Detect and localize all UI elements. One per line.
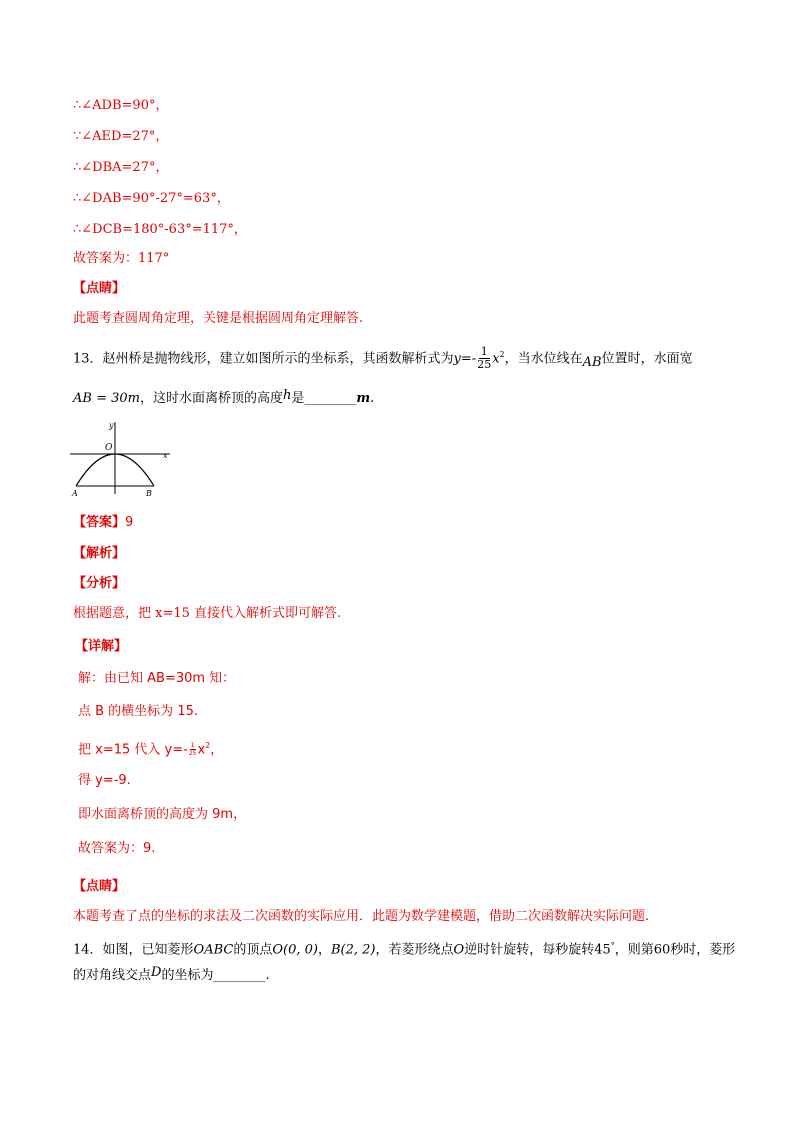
solution-line-1: ∴∠ADB=90°， — [73, 98, 169, 113]
origin-label: O — [105, 443, 113, 453]
x-axis-label: x — [163, 451, 168, 460]
q13-func-exp: 2 — [499, 350, 505, 359]
fenxi-text: 根据题意，把 x=15 直接代入解析式即可解答. — [73, 606, 342, 621]
solution-line-2: ∵∠AED=27°， — [73, 129, 169, 144]
xiangjie-line-subst — [78, 737, 223, 759]
q14-p4: 逆时针旋转，每秒旋转45 — [464, 942, 611, 958]
solution-line-6: 故答案为：117° — [73, 251, 170, 266]
q14-end: . — [265, 968, 270, 983]
q14-oabc: OABC — [193, 942, 234, 958]
q14-line-1 — [73, 937, 735, 959]
xiangjie-line-2: 点 B 的横坐标为 15. — [78, 704, 198, 719]
q13-line-2 — [73, 390, 374, 408]
q14-p3: ，若菱形绕点 — [375, 942, 454, 958]
q13-fraction — [477, 346, 491, 371]
q14-line2-a: 的对角线交点 — [73, 968, 152, 983]
q14-d: D — [151, 965, 162, 980]
solution-line-4: ∴∠DAB=90°-27°=63°， — [73, 191, 230, 206]
point-a-label: A — [72, 489, 78, 498]
parabola-figure — [66, 418, 176, 500]
q13-func-eq: =- — [460, 351, 477, 367]
solution-line-3: ∴∠DBA=27°， — [73, 160, 169, 175]
fenxi-tag: 【分析】 — [73, 576, 126, 591]
q14-deg: ° — [610, 941, 615, 950]
jiexi-tag: 【解析】 — [73, 546, 126, 561]
xiangjie-line-1: 解：由已知 AB=30m 知： — [78, 671, 236, 686]
q14-o: O — [453, 942, 465, 958]
subst-exp: 2 — [205, 741, 211, 750]
y-axis-label: y — [109, 421, 114, 430]
subst-den: 25 — [188, 750, 197, 758]
q13-ab-eq: AB = 30m — [73, 391, 140, 406]
subst-num: 1 — [190, 742, 195, 750]
answer-value: 9 — [125, 515, 134, 530]
q13-frac-num: 1 — [480, 345, 488, 359]
q13-mid-text: ，当水位线在 — [504, 351, 583, 367]
q14-answer-blank: ________ — [213, 968, 266, 983]
xiangjie-line-3: 得 y=-9. — [78, 773, 131, 788]
q13-func-y: y — [453, 351, 461, 367]
q13-unit: m — [356, 391, 371, 406]
q14-b-point: B(2, 2) — [330, 942, 376, 958]
q14-comma: ， — [317, 942, 331, 958]
q13-line-1 — [73, 342, 693, 372]
q13-end-text: 位置时，水面宽 — [601, 351, 693, 367]
subst-fraction — [189, 742, 197, 757]
point-b-label: B — [146, 489, 152, 498]
subst-end: ， — [210, 742, 224, 758]
dianjing-tag-2: 【点睛】 — [73, 879, 126, 894]
answer-tag: 【答案】 — [73, 515, 126, 530]
q13-intro: 13．赵州桥是抛物线形，建立如图所示的坐标系，其函数解析式为 — [73, 351, 454, 367]
q14-p2: 的顶点 — [233, 942, 273, 958]
xiangjie-line-4: 即水面离桥顶的高度为 9m， — [78, 807, 247, 822]
q13-answer — [73, 514, 133, 532]
q13-ab-label: AB — [582, 355, 602, 371]
q14-o-point: O(0, 0) — [272, 942, 318, 958]
subst-prefix: 把 x=15 代入 y=- — [78, 742, 188, 758]
dianjing-text-1: 此题考查圆周角定理，关键是根据圆周角定理解答. — [73, 311, 364, 326]
dianjing-tag-1: 【点睛】 — [73, 281, 126, 296]
q14-p5: ，则第60秒时，菱形 — [614, 942, 736, 958]
q14-line-2 — [73, 967, 270, 985]
q13-line2-text: ，这时水面离桥顶的高度 — [139, 391, 283, 406]
xiangjie-tag: 【详解】 — [75, 639, 128, 654]
solution-line-5: ∴∠DCB=180°-63°=117°， — [73, 222, 247, 237]
q13-frac-den: 25 — [477, 358, 492, 372]
q14-line2-b: 的坐标为 — [161, 968, 214, 983]
q13-unit-end: . — [370, 391, 375, 406]
q13-line2-is: 是 — [291, 391, 305, 406]
q13-func-x: x — [492, 351, 500, 367]
subst-x: x — [197, 742, 206, 758]
q14-p1: 14．如图，已知菱形 — [73, 942, 194, 958]
q13-h-label: h — [282, 388, 292, 403]
xiangjie-line-5: 故答案为：9. — [78, 841, 156, 856]
q13-answer-blank: ________ — [304, 391, 357, 406]
dianjing-text-2: 本题考查了点的坐标的求法及二次函数的实际应用．此题为数学建模题，借助二次函数解决实际问题. — [73, 909, 650, 924]
